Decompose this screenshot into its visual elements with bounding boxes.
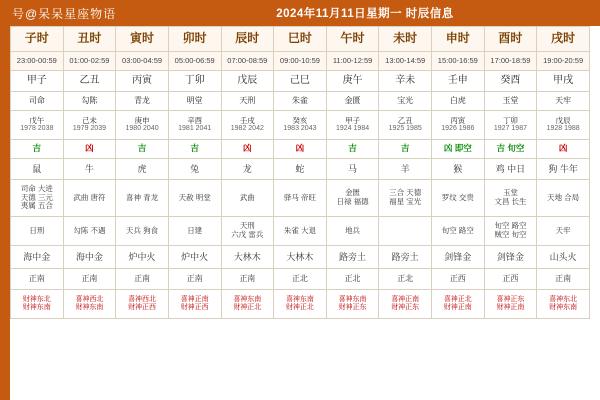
cell-chongsha: 丙寅 1926 1986 <box>432 111 485 140</box>
cell-nayin: 海中金 <box>11 246 64 269</box>
cell-ji: 朱雀 大退 <box>274 217 327 246</box>
cell-fangwei: 财神东北 财神东南 <box>11 290 64 319</box>
cell-jixiong: 吉 旬空 <box>484 140 537 159</box>
cell-ganzhi: 丙寅 <box>116 71 169 92</box>
table-row-chongsha <box>11 111 590 140</box>
cell-jixiong: 吉 <box>116 140 169 159</box>
cell-ji: 天刑 六戊 雷兵 <box>221 217 274 246</box>
cell-zodiac: 牛 <box>63 159 116 180</box>
cell-nayin: 海中金 <box>63 246 116 269</box>
cell-timerange: 11:00-12:59 <box>326 52 379 71</box>
cell-timerange: 01:00-02:59 <box>63 52 116 71</box>
cell-shichen: 寅时 <box>116 27 169 52</box>
table-row-caishen <box>11 269 590 290</box>
cell-shensha: 宝光 <box>379 92 432 111</box>
table-row-jixiong <box>11 140 590 159</box>
cell-fangwei: 喜神正东 财神正南 <box>484 290 537 319</box>
cell-ji: 日刑 <box>11 217 64 246</box>
cell-yi: 武曲 <box>221 180 274 217</box>
cell-shichen: 戌时 <box>537 27 590 52</box>
cell-chongsha: 己未 1979 2039 <box>63 111 116 140</box>
cell-yi: 驿马 帝旺 <box>274 180 327 217</box>
cell-yi: 罗纹 交贵 <box>432 180 485 217</box>
cell-nayin: 剑锋金 <box>432 246 485 269</box>
cell-shichen: 辰时 <box>221 27 274 52</box>
brand-watermark: 号@呆呆星座物语 <box>12 6 117 21</box>
cell-zodiac: 鸡 中日 <box>484 159 537 180</box>
cell-yi: 金匮 日禄 福德 <box>326 180 379 217</box>
cell-chongsha: 庚申 1980 2040 <box>116 111 169 140</box>
cell-jixiong: 吉 <box>326 140 379 159</box>
cell-yi: 喜神 青龙 <box>116 180 169 217</box>
cell-ganzhi: 乙丑 <box>63 71 116 92</box>
cell-shichen: 午时 <box>326 27 379 52</box>
cell-shichen: 卯时 <box>168 27 221 52</box>
cell-ganzhi: 癸酉 <box>484 71 537 92</box>
cell-jixiong: 凶 <box>63 140 116 159</box>
cell-timerange: 13:00-14:59 <box>379 52 432 71</box>
cell-chongsha: 乙丑 1925 1985 <box>379 111 432 140</box>
page-title: 2024年11月11日星期一 时辰信息 <box>276 8 454 20</box>
cell-ji: 勾陈 不遇 <box>63 217 116 246</box>
cell-shensha: 司命 <box>11 92 64 111</box>
cell-shichen: 子时 <box>11 27 64 52</box>
cell-fangwei: 喜神正南 财神正东 <box>379 290 432 319</box>
cell-ji: 地兵 <box>326 217 379 246</box>
table-row-zodiac <box>11 159 590 180</box>
cell-jixiong: 凶 <box>537 140 590 159</box>
cell-caishen: 正西 <box>432 269 485 290</box>
shichen-table <box>10 26 590 319</box>
cell-jixiong: 凶 <box>274 140 327 159</box>
cell-ganzhi: 辛未 <box>379 71 432 92</box>
cell-shensha: 勾陈 <box>63 92 116 111</box>
cell-ganzhi: 甲子 <box>11 71 64 92</box>
table-row-ji <box>11 217 590 246</box>
cell-shichen: 酉时 <box>484 27 537 52</box>
cell-jixiong: 凶 即空 <box>432 140 485 159</box>
cell-nayin: 大林木 <box>274 246 327 269</box>
cell-jixiong: 吉 <box>379 140 432 159</box>
cell-timerange: 17:00-18:59 <box>484 52 537 71</box>
cell-ji: 天兵 狗食 <box>116 217 169 246</box>
cell-fangwei: 喜神正北 财神正南 <box>432 290 485 319</box>
cell-timerange: 09:00-10:59 <box>274 52 327 71</box>
cell-caishen: 正南 <box>168 269 221 290</box>
cell-fangwei: 喜神东南 财神正东 <box>326 290 379 319</box>
cell-ji: 天牢 <box>537 217 590 246</box>
cell-caishen: 正北 <box>274 269 327 290</box>
cell-shichen: 丑时 <box>63 27 116 52</box>
cell-nayin: 大林木 <box>221 246 274 269</box>
cell-caishen: 正南 <box>221 269 274 290</box>
cell-caishen: 正南 <box>63 269 116 290</box>
cell-ganzhi: 壬申 <box>432 71 485 92</box>
cell-caishen: 正南 <box>116 269 169 290</box>
cell-yi: 天地 合局 <box>537 180 590 217</box>
cell-chongsha: 戊辰 1928 1988 <box>537 111 590 140</box>
left-accent-band <box>0 0 10 400</box>
cell-nayin: 炉中火 <box>116 246 169 269</box>
cell-jixiong: 吉 <box>11 140 64 159</box>
cell-shensha: 明堂 <box>168 92 221 111</box>
cell-yi: 玉堂 文昌 长生 <box>484 180 537 217</box>
cell-ganzhi: 丁卯 <box>168 71 221 92</box>
table-row-ganzhi <box>11 71 590 92</box>
cell-shensha: 天刑 <box>221 92 274 111</box>
table-row-timerange <box>11 52 590 71</box>
cell-zodiac: 狗 牛年 <box>537 159 590 180</box>
cell-chongsha: 丁卯 1927 1987 <box>484 111 537 140</box>
cell-shichen: 未时 <box>379 27 432 52</box>
cell-chongsha: 癸亥 1983 2043 <box>274 111 327 140</box>
cell-ji: 旬空 路空 贼空 旬空 <box>484 217 537 246</box>
cell-fangwei: 喜神东南 财神正北 <box>221 290 274 319</box>
cell-jixiong: 吉 <box>168 140 221 159</box>
cell-shichen: 巳时 <box>274 27 327 52</box>
cell-timerange: 15:00-16:59 <box>432 52 485 71</box>
cell-timerange: 05:00-06:59 <box>168 52 221 71</box>
cell-zodiac: 虎 <box>116 159 169 180</box>
cell-nayin: 山头火 <box>537 246 590 269</box>
table-row-shensha <box>11 92 590 111</box>
cell-fangwei: 喜神正南 财神正西 <box>168 290 221 319</box>
cell-ganzhi: 己巳 <box>274 71 327 92</box>
table-row-nayin <box>11 246 590 269</box>
cell-fangwei: 喜神东南 财神正北 <box>274 290 327 319</box>
cell-timerange: 03:00-04:59 <box>116 52 169 71</box>
cell-ji <box>379 217 432 246</box>
cell-caishen: 正南 <box>11 269 64 290</box>
cell-zodiac: 羊 <box>379 159 432 180</box>
cell-zodiac: 鼠 <box>11 159 64 180</box>
cell-fangwei: 喜神东北 财神东南 <box>537 290 590 319</box>
cell-caishen: 正南 <box>537 269 590 290</box>
cell-timerange: 19:00-20:59 <box>537 52 590 71</box>
cell-ji: 旬空 路空 <box>432 217 485 246</box>
cell-nayin: 路旁土 <box>379 246 432 269</box>
cell-shensha: 朱雀 <box>274 92 327 111</box>
cell-zodiac: 猴 <box>432 159 485 180</box>
cell-ganzhi: 庚午 <box>326 71 379 92</box>
cell-caishen: 正北 <box>379 269 432 290</box>
cell-nayin: 剑锋金 <box>484 246 537 269</box>
cell-shensha: 青龙 <box>116 92 169 111</box>
cell-shensha: 白虎 <box>432 92 485 111</box>
cell-chongsha: 戊午 1978 2038 <box>11 111 64 140</box>
cell-caishen: 正北 <box>326 269 379 290</box>
cell-chongsha: 壬戌 1982 2042 <box>221 111 274 140</box>
table-row-yi <box>11 180 590 217</box>
cell-zodiac: 马 <box>326 159 379 180</box>
cell-nayin: 路旁土 <box>326 246 379 269</box>
cell-shensha: 玉堂 <box>484 92 537 111</box>
cell-timerange: 23:00-00:59 <box>11 52 64 71</box>
cell-yi: 武曲 唐符 <box>63 180 116 217</box>
cell-shensha: 金匮 <box>326 92 379 111</box>
cell-zodiac: 蛇 <box>274 159 327 180</box>
cell-yi: 司命 大进 天德 三元 夷属 五合 <box>11 180 64 217</box>
table-row-shichen <box>11 27 590 52</box>
cell-timerange: 07:00-08:59 <box>221 52 274 71</box>
cell-chongsha: 甲子 1924 1984 <box>326 111 379 140</box>
cell-ganzhi: 甲戌 <box>537 71 590 92</box>
cell-caishen: 正西 <box>484 269 537 290</box>
cell-yi: 三合 天德 福星 宝光 <box>379 180 432 217</box>
cell-jixiong: 凶 <box>221 140 274 159</box>
cell-fangwei: 喜神西北 财神东南 <box>63 290 116 319</box>
cell-nayin: 炉中火 <box>168 246 221 269</box>
cell-ganzhi: 戊辰 <box>221 71 274 92</box>
cell-yi: 天赦 明堂 <box>168 180 221 217</box>
cell-zodiac: 兔 <box>168 159 221 180</box>
cell-shensha: 天牢 <box>537 92 590 111</box>
cell-shichen: 申时 <box>432 27 485 52</box>
table-row-fangwei <box>11 290 590 319</box>
cell-fangwei: 喜神西北 财神正西 <box>116 290 169 319</box>
cell-chongsha: 辛酉 1981 2041 <box>168 111 221 140</box>
cell-ji: 日建 <box>168 217 221 246</box>
cell-zodiac: 龙 <box>221 159 274 180</box>
